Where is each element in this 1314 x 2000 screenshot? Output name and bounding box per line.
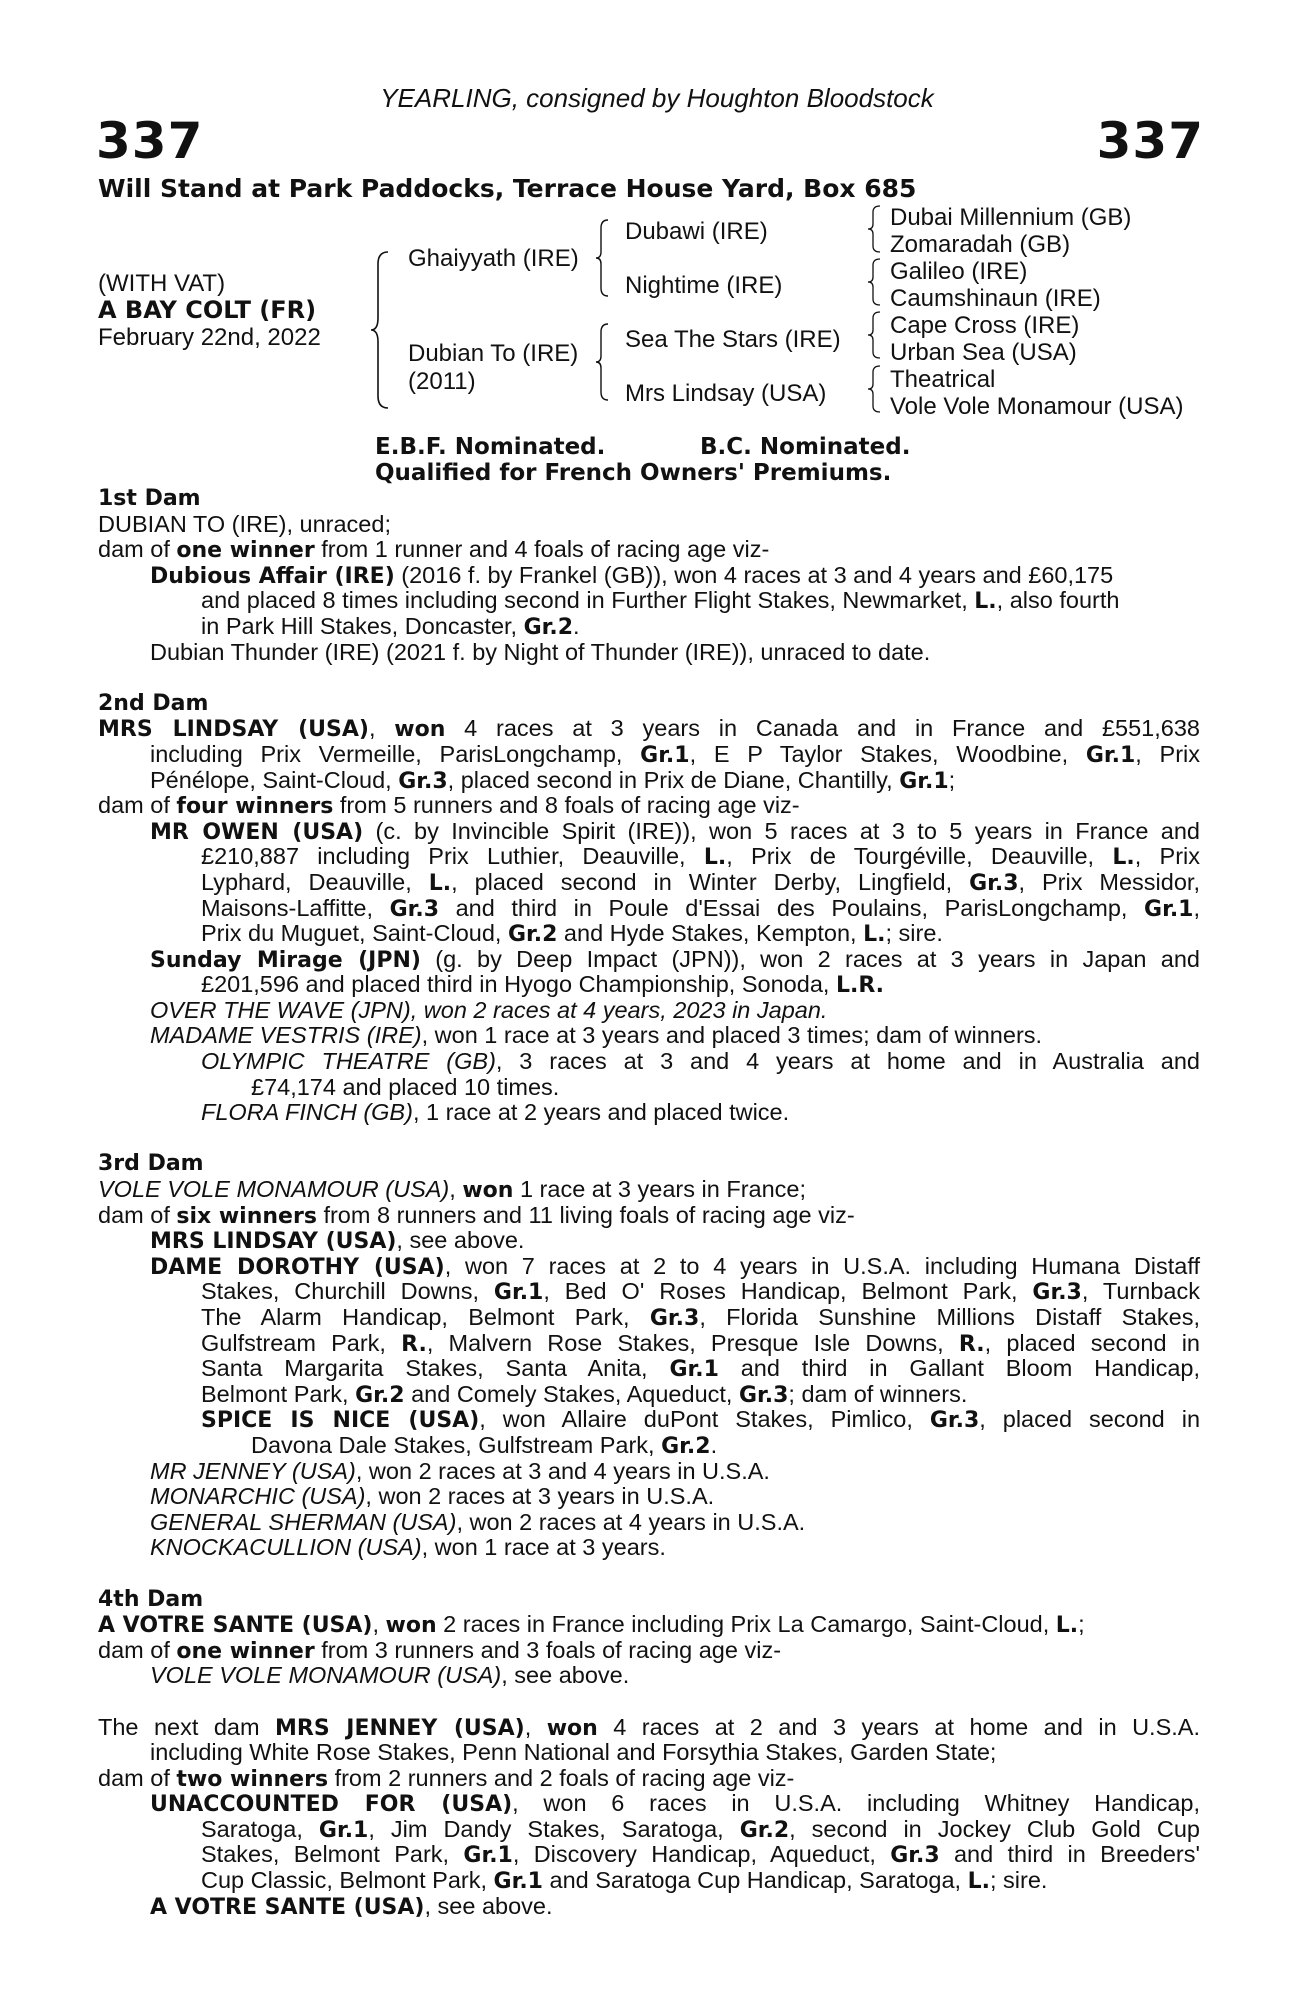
pedigree-brace-g2	[867, 257, 883, 307]
produce-mrs-lindsay: MRS LINDSAY (USA), see above.	[150, 1227, 525, 1255]
produce-over-the-wave: OVER THE WAVE (JPN), won 2 races at 4 years, 2023 in Japan.	[150, 996, 828, 1023]
pedigree-g1: Dubai Millennium (GB)	[890, 204, 1132, 231]
next-dam-produce-summary: dam of two winners from 2 runners and 2 foals of racing age viz-	[98, 1764, 795, 1792]
pedigree-sire-sire: Dubawi (IRE)	[625, 218, 768, 245]
second-dam-record-cont: including Prix Vermeille, ParisLongchamp, Gr.1, E P Taylor Stakes, Woodbine, Gr.1, Prix	[150, 740, 1201, 768]
fourth-dam-record: A VOTRE SANTE (USA), won 2 races in France including Prix La Camargo, Saint-Cloud, L.;	[98, 1611, 1085, 1639]
pedigree-sire: Ghaiyyath (IRE)	[408, 245, 579, 272]
pedigree-g4: Caumshinaun (IRE)	[890, 285, 1101, 312]
produce-dame-dorothy-cont4: Santa Margarita Stakes, Santa Anita, Gr.1 and third in Gallant Bloom Handicap,	[201, 1355, 1200, 1383]
produce-mr-owen: MR OWEN (USA) (c. by Invincible Spirit (IRE)), won 5 races at 3 to 5 years in France and	[150, 817, 1200, 845]
next-dam-record-cont: including White Rose Stakes, Penn National and Forsythia Stakes, Garden State;	[150, 1739, 997, 1766]
produce-sunday-mirage: Sunday Mirage (JPN) (g. by Deep Impact (JPN)), won 2 races at 3 years in Japan and	[150, 945, 1201, 973]
pedigree-brace-dam	[595, 322, 611, 402]
produce-madame-vestris: MADAME VESTRIS (IRE), won 1 race at 3 years and placed 3 times; dam of winners.	[150, 1022, 1043, 1049]
produce-a-votre-sante: A VOTRE SANTE (USA), see above.	[150, 1892, 553, 1920]
second-dam-record: MRS LINDSAY (USA), won 4 races at 3 years in Canada and in France and £551,638	[98, 715, 1200, 743]
second-dam-heading: 2nd Dam	[98, 690, 209, 716]
pedigree-brace-sire	[595, 218, 611, 298]
produce-olympic-theatre-cont: £74,174 and placed 10 times.	[251, 1073, 560, 1100]
produce-mr-owen-cont: £210,887 including Prix Luthier, Deauville, L., Prix de Tourgéville, Deauville, L., Prix	[201, 843, 1201, 871]
french-premiums: Qualified for French Owners' Premiums.	[375, 460, 892, 486]
first-dam-produce-summary: dam of one winner from 1 runner and 4 foals of racing age viz-	[98, 536, 770, 564]
pedigree-dam-year: (2011)	[408, 368, 476, 395]
consignment-header: YEARLING, consigned by Houghton Bloodstock	[380, 83, 934, 113]
next-dam-record: The next dam MRS JENNEY (USA), won 4 races at 2 and 3 years at home and in U.S.A.	[98, 1713, 1200, 1741]
pedigree-dam: Dubian To (IRE)	[408, 340, 579, 367]
pedigree-brace-g1	[867, 204, 883, 254]
produce-dame-dorothy-cont5: Belmont Park, Gr.2 and Comely Stakes, Aqueduct, Gr.3; dam of winners.	[201, 1380, 968, 1408]
third-dam-heading: 3rd Dam	[98, 1151, 204, 1177]
produce-knockacullion: KNOCKACULLION (USA), won 1 race at 3 years.	[150, 1534, 666, 1561]
produce-dame-dorothy-cont2: The Alarm Handicap, Belmont Park, Gr.3, Florida Sunshine Millions Distaff Stakes,	[201, 1304, 1200, 1331]
pedigree-dam-dam: Mrs Lindsay (USA)	[625, 380, 827, 407]
vat-note: (WITH VAT)	[98, 270, 226, 297]
pedigree-brace-g3	[867, 310, 883, 360]
first-dam-intro: DUBIAN TO (IRE), unraced;	[98, 510, 391, 537]
third-dam-produce-summary: dam of six winners from 8 runners and 11 living foals of racing age viz-	[98, 1201, 855, 1229]
produce-dubian-thunder: Dubian Thunder (IRE) (2021 f. by Night of Thunder (IRE)), unraced to date.	[150, 638, 931, 665]
pedigree-g7: Theatrical	[890, 366, 996, 393]
pedigree-g3: Galileo (IRE)	[890, 258, 1028, 285]
pedigree-brace-g4	[867, 364, 883, 414]
produce-unaccounted-for-cont: Saratoga, Gr.1, Jim Dandy Stakes, Saratoga, Gr.2, second in Jockey Club Gold Cup	[201, 1815, 1200, 1843]
produce-general-sherman: GENERAL SHERMAN (USA), won 2 races at 4 years in U.S.A.	[150, 1508, 806, 1535]
produce-monarchic: MONARCHIC (USA), won 2 races at 3 years in U.S.A.	[150, 1483, 715, 1510]
produce-mr-owen-cont3: Maisons-Laffitte, Gr.3 and third in Poule d'Essai des Poulains, ParisLongchamp, Gr.1,	[201, 894, 1201, 922]
produce-unaccounted-for: UNACCOUNTED FOR (USA), won 6 races in U.S.A. including Whitney Handicap,	[150, 1790, 1201, 1818]
produce-dame-dorothy: DAME DOROTHY (USA), won 7 races at 2 to 4 years in U.S.A. including Humana Distaff	[150, 1252, 1201, 1280]
produce-olympic-theatre: OLYMPIC THEATRE (GB), 3 races at 3 and 4 years at home and in Australia and	[201, 1048, 1200, 1075]
pedigree-g5: Cape Cross (IRE)	[890, 312, 1080, 339]
produce-spice-is-nice: SPICE IS NICE (USA), won Allaire duPont Stakes, Pimlico, Gr.3, placed second in	[201, 1406, 1201, 1434]
produce-dubious-affair-cont: and placed 8 times including second in Further Flight Stakes, Newmarket, L., also fourth	[201, 587, 1120, 615]
lot-number-right: 337	[1096, 112, 1204, 170]
fourth-dam-heading: 4th Dam	[98, 1586, 204, 1612]
produce-mr-owen-cont4: Prix du Muguet, Saint-Cloud, Gr.2 and Hyde Stakes, Kempton, L.; sire.	[201, 920, 943, 948]
pedigree-g8: Vole Vole Monamour (USA)	[890, 393, 1184, 420]
lot-number-left: 337	[96, 112, 204, 170]
pedigree-g2: Zomaradah (GB)	[890, 231, 1071, 258]
second-dam-record-cont2: Pénélope, Saint-Cloud, Gr.3, placed second in Prix de Diane, Chantilly, Gr.1;	[150, 766, 956, 794]
first-dam-heading: 1st Dam	[98, 486, 201, 511]
produce-dame-dorothy-cont: Stakes, Churchill Downs, Gr.1, Bed O' Roses Handicap, Belmont Park, Gr.3, Turnback	[201, 1278, 1200, 1306]
second-dam-produce-summary: dam of four winners from 5 runners and 8 foals of racing age viz-	[98, 792, 800, 820]
fourth-dam-produce-summary: dam of one winner from 3 runners and 3 foals of racing age viz-	[98, 1636, 782, 1664]
pedigree-dam-sire: Sea The Stars (IRE)	[625, 326, 841, 353]
pedigree-sire-dam: Nightime (IRE)	[625, 272, 783, 299]
produce-vole-vole-monamour: VOLE VOLE MONAMOUR (USA), see above.	[150, 1662, 630, 1689]
catalogue-body	[98, 486, 1200, 1919]
produce-dubious-affair: Dubious Affair (IRE) (2016 f. by Frankel (GB)), won 4 races at 3 and 4 years and £60,175	[150, 561, 1114, 589]
produce-unaccounted-for-cont3: Cup Classic, Belmont Park, Gr.1 and Saratoga Cup Handicap, Saratoga, L.; sire.	[201, 1867, 1048, 1895]
bc-nomination: B.C. Nominated.	[700, 434, 911, 460]
produce-unaccounted-for-cont2: Stakes, Belmont Park, Gr.1, Discovery Handicap, Aqueduct, Gr.3 and third in Breeders'	[201, 1841, 1200, 1869]
produce-mr-jenney: MR JENNEY (USA), won 2 races at 3 and 4 years in U.S.A.	[150, 1457, 770, 1484]
foaling-date: February 22nd, 2022	[98, 324, 321, 351]
pedigree-g6: Urban Sea (USA)	[890, 339, 1077, 366]
produce-dubious-affair-cont2: in Park Hill Stakes, Doncaster, Gr.2.	[201, 612, 580, 640]
stand-location: Will Stand at Park Paddocks, Terrace House Yard, Box 685	[98, 174, 917, 203]
produce-dame-dorothy-cont3: Gulfstream Park, R., Malvern Rose Stakes, Presque Isle Downs, R., placed second in	[201, 1329, 1200, 1357]
produce-spice-is-nice-cont: Davona Dale Stakes, Gulfstream Park, Gr.2.	[251, 1431, 718, 1459]
produce-mr-owen-cont2: Lyphard, Deauville, L., placed second in Winter Derby, Lingfield, Gr.3, Prix Messidor,	[201, 868, 1200, 896]
third-dam-record: VOLE VOLE MONAMOUR (USA), won 1 race at 3 years in France;	[98, 1176, 807, 1204]
pedigree-brace-main	[370, 250, 392, 410]
produce-sunday-mirage-cont: £201,596 and placed third in Hyogo Championship, Sonoda, L.R.	[201, 971, 885, 999]
ebf-nomination: E.B.F. Nominated.	[375, 434, 606, 460]
produce-flora-finch: FLORA FINCH (GB), 1 race at 2 years and placed twice.	[201, 1099, 790, 1126]
lot-name: A BAY COLT (FR)	[98, 296, 317, 324]
